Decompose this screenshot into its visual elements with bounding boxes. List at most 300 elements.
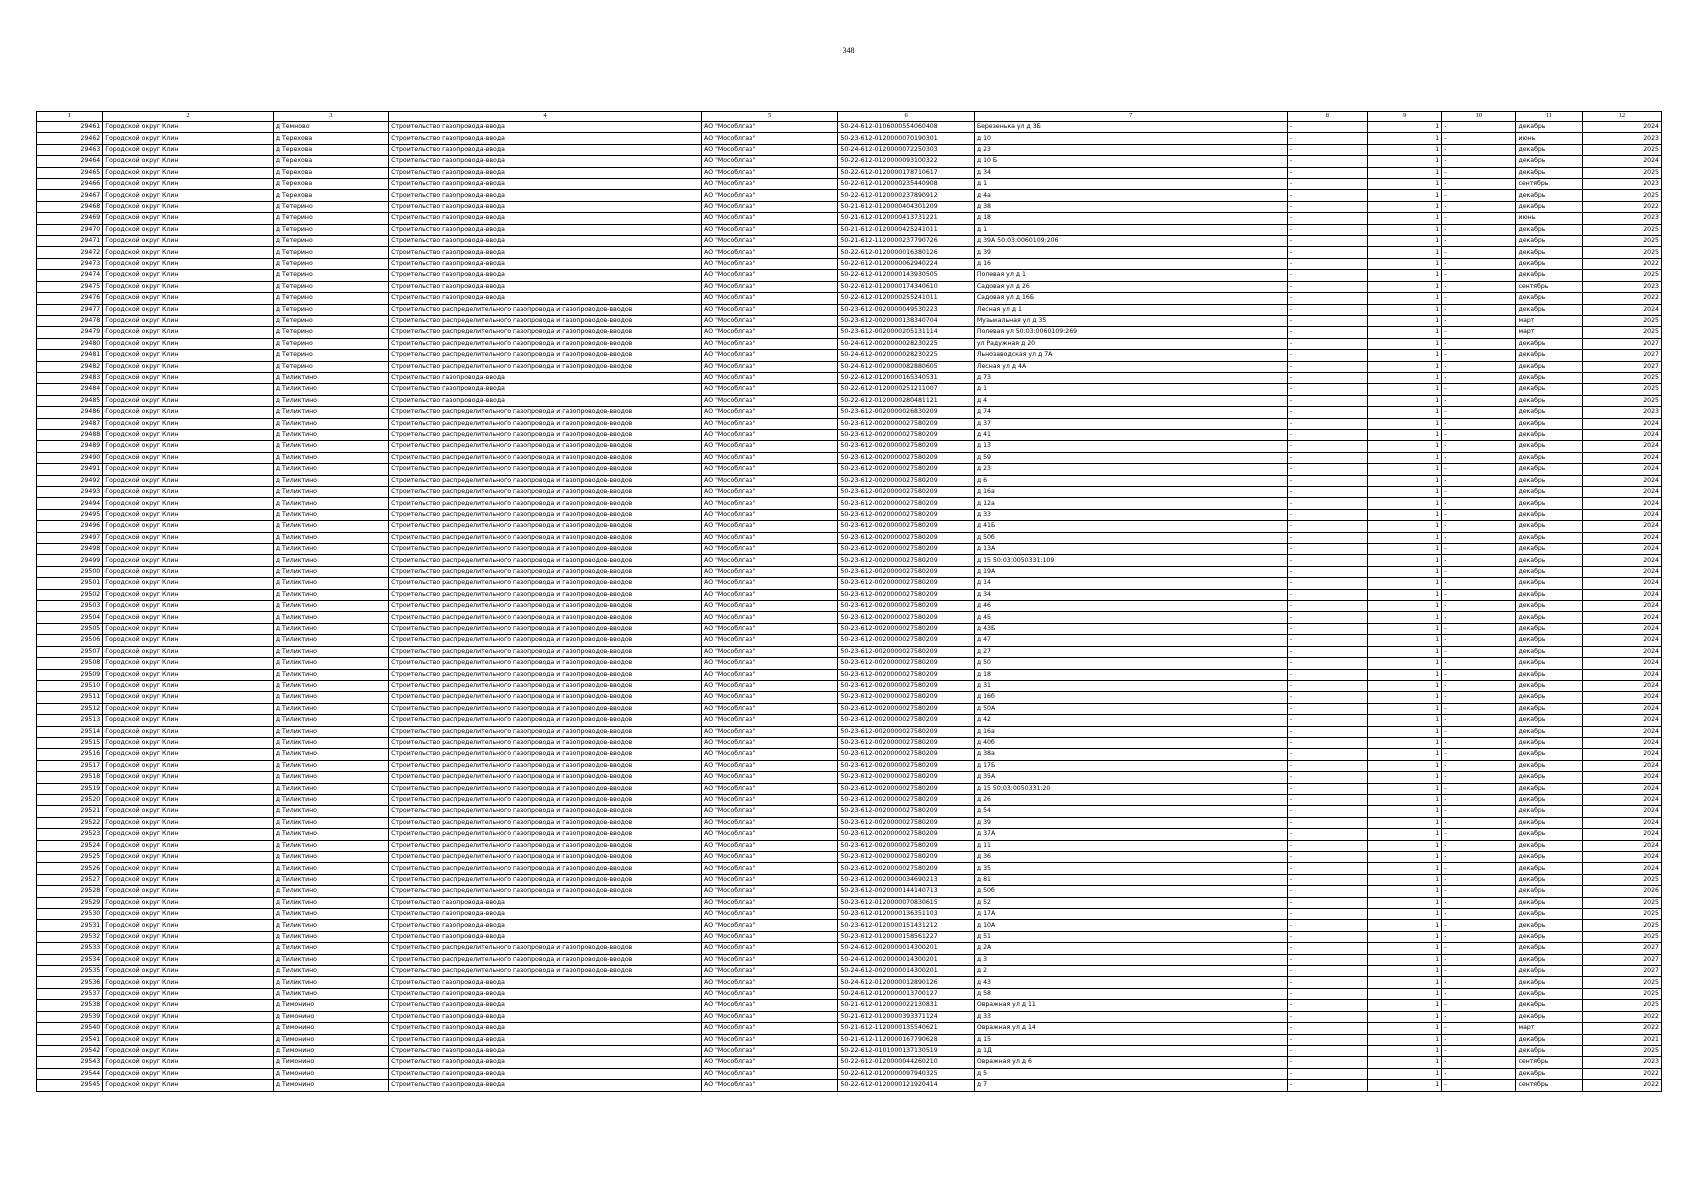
address-cell: д 41 <box>974 429 1287 440</box>
column-header: 5 <box>702 112 838 122</box>
col-10-cell: - <box>1442 247 1516 258</box>
municipality-cell: Городской округ Клин <box>103 315 274 326</box>
application-id-cell: 50-23-612-0020000027580209 <box>838 498 974 509</box>
count-cell: 1 <box>1368 829 1442 840</box>
settlement-cell: д Тетерино <box>273 304 388 315</box>
organization-cell: АО "Мособлгаз" <box>702 646 838 657</box>
col-10-cell: - <box>1442 806 1516 817</box>
organization-cell: АО "Мособлгаз" <box>702 578 838 589</box>
count-cell: 1 <box>1368 669 1442 680</box>
count-cell: 1 <box>1368 909 1442 920</box>
table-row <box>37 258 1662 269</box>
col-8-cell: - <box>1287 122 1367 133</box>
year-cell: 2024 <box>1582 806 1661 817</box>
work-type-cell: Строительство газопровода-ввода <box>389 1068 702 1079</box>
table-row <box>37 806 1662 817</box>
address-cell: д 16а <box>974 726 1287 737</box>
year-cell: 2024 <box>1582 829 1661 840</box>
row-number-cell: 29508 <box>37 658 103 669</box>
application-id-cell: 50-23-612-0020000027580209 <box>838 703 974 714</box>
month-cell: декабрь <box>1516 384 1582 395</box>
year-cell: 2023 <box>1582 179 1661 190</box>
row-number-cell: 29514 <box>37 726 103 737</box>
count-cell: 1 <box>1368 1068 1442 1079</box>
year-cell: 2027 <box>1582 954 1661 965</box>
count-cell: 1 <box>1368 201 1442 212</box>
row-number-cell: 29534 <box>37 954 103 965</box>
organization-cell: АО "Мособлгаз" <box>702 920 838 931</box>
col-8-cell: - <box>1287 167 1367 178</box>
col-8-cell: - <box>1287 190 1367 201</box>
address-cell: д 52 <box>974 897 1287 908</box>
address-cell: д 50б <box>974 532 1287 543</box>
year-cell: 2024 <box>1582 452 1661 463</box>
organization-cell: АО "Мособлгаз" <box>702 555 838 566</box>
work-type-cell: Строительство газопровода-ввода <box>389 384 702 395</box>
count-cell: 1 <box>1368 612 1442 623</box>
month-cell: декабрь <box>1516 407 1582 418</box>
table-row <box>37 487 1662 498</box>
count-cell: 1 <box>1368 772 1442 783</box>
count-cell: 1 <box>1368 327 1442 338</box>
row-number-cell: 29504 <box>37 612 103 623</box>
organization-cell: АО "Мособлгаз" <box>702 213 838 224</box>
month-cell: декабрь <box>1516 749 1582 760</box>
col-10-cell: - <box>1442 760 1516 771</box>
organization-cell: АО "Мособлгаз" <box>702 270 838 281</box>
organization-cell: АО "Мособлгаз" <box>702 703 838 714</box>
count-cell: 1 <box>1368 966 1442 977</box>
column-header: 10 <box>1442 112 1516 122</box>
application-id-cell: 50-23-612-0020000027580209 <box>838 806 974 817</box>
work-type-cell: Строительство газопровода-ввода <box>389 156 702 167</box>
count-cell: 1 <box>1368 190 1442 201</box>
col-8-cell: - <box>1287 327 1367 338</box>
count-cell: 1 <box>1368 954 1442 965</box>
col-8-cell: - <box>1287 669 1367 680</box>
address-cell: д 39 <box>974 247 1287 258</box>
month-cell: декабрь <box>1516 692 1582 703</box>
year-cell: 2024 <box>1582 623 1661 634</box>
work-type-cell: Строительство газопровода-ввода <box>389 167 702 178</box>
municipality-cell: Городской округ Клин <box>103 475 274 486</box>
count-cell: 1 <box>1368 1023 1442 1034</box>
col-8-cell: - <box>1287 395 1367 406</box>
count-cell: 1 <box>1368 1000 1442 1011</box>
year-cell: 2024 <box>1582 703 1661 714</box>
col-8-cell: - <box>1287 315 1367 326</box>
col-10-cell: - <box>1442 783 1516 794</box>
table-row <box>37 532 1662 543</box>
count-cell: 1 <box>1368 840 1442 851</box>
organization-cell: АО "Мособлгаз" <box>702 532 838 543</box>
year-cell: 2023 <box>1582 133 1661 144</box>
work-type-cell: Строительство распределительного газопровода и газопроводов-вводов <box>389 829 702 840</box>
address-cell: д 23 <box>974 144 1287 155</box>
col-8-cell: - <box>1287 920 1367 931</box>
col-8-cell: - <box>1287 760 1367 771</box>
application-id-cell: 50-21-612-1120000167790628 <box>838 1034 974 1045</box>
year-cell: 2022 <box>1582 1068 1661 1079</box>
municipality-cell: Городской округ Клин <box>103 646 274 657</box>
year-cell: 2024 <box>1582 464 1661 475</box>
settlement-cell: д Тиликтино <box>273 988 388 999</box>
organization-cell: АО "Мособлгаз" <box>702 247 838 258</box>
month-cell: декабрь <box>1516 429 1582 440</box>
settlement-cell: д Тиликтино <box>273 943 388 954</box>
work-type-cell: Строительство распределительного газопровода и газопроводов-вводов <box>389 498 702 509</box>
year-cell: 2024 <box>1582 749 1661 760</box>
organization-cell: АО "Мособлгаз" <box>702 1080 838 1091</box>
application-id-cell: 50-23-612-0020000027580209 <box>838 669 974 680</box>
year-cell: 2025 <box>1582 920 1661 931</box>
settlement-cell: д Тетерино <box>273 258 388 269</box>
row-number-cell: 29498 <box>37 544 103 555</box>
work-type-cell: Строительство газопровода-ввода <box>389 122 702 133</box>
row-number-cell: 29527 <box>37 874 103 885</box>
settlement-cell: д Тимонино <box>273 1080 388 1091</box>
month-cell: сентябрь <box>1516 281 1582 292</box>
settlement-cell: д Тиликтино <box>273 920 388 931</box>
row-number-cell: 29469 <box>37 213 103 224</box>
table-row <box>37 350 1662 361</box>
organization-cell: АО "Мособлгаз" <box>702 441 838 452</box>
work-type-cell: Строительство распределительного газопровода и газопроводов-вводов <box>389 954 702 965</box>
settlement-cell: д Тетерино <box>273 350 388 361</box>
year-cell: 2023 <box>1582 407 1661 418</box>
address-cell: д 4 <box>974 395 1287 406</box>
col-8-cell: - <box>1287 304 1367 315</box>
year-cell: 2024 <box>1582 852 1661 863</box>
organization-cell: АО "Мособлгаз" <box>702 874 838 885</box>
count-cell: 1 <box>1368 760 1442 771</box>
row-number-cell: 29536 <box>37 977 103 988</box>
year-cell: 2024 <box>1582 817 1661 828</box>
application-id-cell: 50-23-612-0020000027580209 <box>838 441 974 452</box>
month-cell: декабрь <box>1516 909 1582 920</box>
row-number-cell: 29487 <box>37 418 103 429</box>
month-cell: декабрь <box>1516 840 1582 851</box>
table-row <box>37 1000 1662 1011</box>
address-cell: д 34 <box>974 167 1287 178</box>
col-10-cell: - <box>1442 954 1516 965</box>
table-row <box>37 304 1662 315</box>
month-cell: декабрь <box>1516 247 1582 258</box>
col-8-cell: - <box>1287 1080 1367 1091</box>
column-number-row <box>37 112 1662 122</box>
settlement-cell: д Тиликтино <box>273 954 388 965</box>
col-10-cell: - <box>1442 635 1516 646</box>
month-cell: декабрь <box>1516 418 1582 429</box>
table-row <box>37 988 1662 999</box>
municipality-cell: Городской округ Клин <box>103 589 274 600</box>
table-row <box>37 931 1662 942</box>
table-row <box>37 966 1662 977</box>
row-number-cell: 29531 <box>37 920 103 931</box>
municipality-cell: Городской округ Клин <box>103 293 274 304</box>
year-cell: 2025 <box>1582 874 1661 885</box>
application-id-cell: 50-23-612-0020000027580209 <box>838 532 974 543</box>
municipality-cell: Городской округ Клин <box>103 749 274 760</box>
col-8-cell: - <box>1287 977 1367 988</box>
address-cell: д 1Д <box>974 1045 1287 1056</box>
application-id-cell: 50-23-612-0020000027580209 <box>838 680 974 691</box>
settlement-cell: д Тиликтино <box>273 487 388 498</box>
address-cell: д 10 Б <box>974 156 1287 167</box>
year-cell: 2024 <box>1582 760 1661 771</box>
settlement-cell: д Тиликтино <box>273 441 388 452</box>
month-cell: декабрь <box>1516 236 1582 247</box>
col-10-cell: - <box>1442 1034 1516 1045</box>
municipality-cell: Городской округ Клин <box>103 909 274 920</box>
organization-cell: АО "Мособлгаз" <box>702 977 838 988</box>
table-row <box>37 122 1662 133</box>
work-type-cell: Строительство распределительного газопровода и газопроводов-вводов <box>389 635 702 646</box>
row-number-cell: 29492 <box>37 475 103 486</box>
organization-cell: АО "Мособлгаз" <box>702 407 838 418</box>
col-8-cell: - <box>1287 863 1367 874</box>
application-id-cell: 50-23-612-0020000027580209 <box>838 475 974 486</box>
settlement-cell: д Тетерино <box>273 315 388 326</box>
year-cell: 2024 <box>1582 304 1661 315</box>
count-cell: 1 <box>1368 555 1442 566</box>
col-10-cell: - <box>1442 988 1516 999</box>
work-type-cell: Строительство распределительного газопровода и газопроводов-вводов <box>389 886 702 897</box>
settlement-cell: д Тиликтино <box>273 498 388 509</box>
settlement-cell: д Тиликтино <box>273 715 388 726</box>
table-row <box>37 395 1662 406</box>
col-8-cell: - <box>1287 1000 1367 1011</box>
row-number-cell: 29476 <box>37 293 103 304</box>
organization-cell: АО "Мособлгаз" <box>702 464 838 475</box>
settlement-cell: д Тиликтино <box>273 692 388 703</box>
municipality-cell: Городской округ Клин <box>103 338 274 349</box>
col-10-cell: - <box>1442 487 1516 498</box>
col-10-cell: - <box>1442 1000 1516 1011</box>
month-cell: декабрь <box>1516 601 1582 612</box>
col-10-cell: - <box>1442 521 1516 532</box>
work-type-cell: Строительство распределительного газопровода и газопроводов-вводов <box>389 806 702 817</box>
settlement-cell: д Тимонино <box>273 1045 388 1056</box>
address-cell: д 50б <box>974 886 1287 897</box>
col-8-cell: - <box>1287 201 1367 212</box>
organization-cell: АО "Мособлгаз" <box>702 487 838 498</box>
work-type-cell: Строительство распределительного газопровода и газопроводов-вводов <box>389 350 702 361</box>
settlement-cell: д Тетерино <box>273 327 388 338</box>
application-id-cell: 50-23-612-0120000151431212 <box>838 920 974 931</box>
row-number-cell: 29484 <box>37 384 103 395</box>
table-row <box>37 441 1662 452</box>
year-cell: 2027 <box>1582 966 1661 977</box>
year-cell: 2024 <box>1582 635 1661 646</box>
settlement-cell: д Тиликтино <box>273 669 388 680</box>
month-cell: июнь <box>1516 133 1582 144</box>
month-cell: декабрь <box>1516 498 1582 509</box>
application-id-cell: 50-22-612-0120000174340610 <box>838 281 974 292</box>
work-type-cell: Строительство распределительного газопровода и газопроводов-вводов <box>389 429 702 440</box>
table-row <box>37 1057 1662 1068</box>
count-cell: 1 <box>1368 452 1442 463</box>
organization-cell: АО "Мособлгаз" <box>702 897 838 908</box>
row-number-cell: 29517 <box>37 760 103 771</box>
col-10-cell: - <box>1442 281 1516 292</box>
municipality-cell: Городской округ Клин <box>103 658 274 669</box>
year-cell: 2022 <box>1582 1023 1661 1034</box>
organization-cell: АО "Мособлгаз" <box>702 760 838 771</box>
address-cell: д 1 <box>974 384 1287 395</box>
year-cell: 2024 <box>1582 863 1661 874</box>
col-8-cell: - <box>1287 817 1367 828</box>
settlement-cell: д Тиликтино <box>273 555 388 566</box>
year-cell: 2024 <box>1582 122 1661 133</box>
application-id-cell: 50-23-612-0020000144140713 <box>838 886 974 897</box>
settlement-cell: д Тиликтино <box>273 429 388 440</box>
month-cell: декабрь <box>1516 954 1582 965</box>
work-type-cell: Строительство газопровода-ввода <box>389 897 702 908</box>
year-cell: 2025 <box>1582 395 1661 406</box>
settlement-cell: д Тетерино <box>273 293 388 304</box>
col-10-cell: - <box>1442 475 1516 486</box>
col-10-cell: - <box>1442 646 1516 657</box>
table-body <box>37 122 1662 1092</box>
address-cell: Лесная ул д 4А <box>974 361 1287 372</box>
municipality-cell: Городской округ Клин <box>103 977 274 988</box>
table-row <box>37 886 1662 897</box>
application-id-cell: 50-23-612-0020000138340704 <box>838 315 974 326</box>
work-type-cell: Строительство распределительного газопровода и газопроводов-вводов <box>389 863 702 874</box>
count-cell: 1 <box>1368 315 1442 326</box>
organization-cell: АО "Мособлгаз" <box>702 931 838 942</box>
address-cell: д 36 <box>974 852 1287 863</box>
application-id-cell: 50-21-612-1120000237790726 <box>838 236 974 247</box>
month-cell: декабрь <box>1516 395 1582 406</box>
work-type-cell: Строительство распределительного газопровода и газопроводов-вводов <box>389 737 702 748</box>
count-cell: 1 <box>1368 1034 1442 1045</box>
col-10-cell: - <box>1442 623 1516 634</box>
col-8-cell: - <box>1287 441 1367 452</box>
organization-cell: АО "Мособлгаз" <box>702 863 838 874</box>
municipality-cell: Городской округ Клин <box>103 156 274 167</box>
col-8-cell: - <box>1287 1034 1367 1045</box>
row-number-cell: 29485 <box>37 395 103 406</box>
settlement-cell: д Тиликтино <box>273 680 388 691</box>
table-row <box>37 840 1662 851</box>
column-header: 6 <box>838 112 974 122</box>
count-cell: 1 <box>1368 783 1442 794</box>
settlement-cell: д Тетерино <box>273 281 388 292</box>
count-cell: 1 <box>1368 874 1442 885</box>
organization-cell: АО "Мособлгаз" <box>702 372 838 383</box>
month-cell: декабрь <box>1516 156 1582 167</box>
month-cell: декабрь <box>1516 635 1582 646</box>
table-row <box>37 429 1662 440</box>
organization-cell: АО "Мособлгаз" <box>702 852 838 863</box>
settlement-cell: д Тетерино <box>273 270 388 281</box>
work-type-cell: Строительство газопровода-ввода <box>389 247 702 258</box>
table-row <box>37 270 1662 281</box>
year-cell: 2024 <box>1582 578 1661 589</box>
application-id-cell: 50-23-612-0020000027580209 <box>838 817 974 828</box>
organization-cell: АО "Мособлгаз" <box>702 1023 838 1034</box>
year-cell: 2025 <box>1582 236 1661 247</box>
settlement-cell: д Тимонино <box>273 1068 388 1079</box>
settlement-cell: д Тиликтино <box>273 931 388 942</box>
page-number: 348 <box>842 46 855 55</box>
table-row <box>37 612 1662 623</box>
application-id-cell: 50-23-612-0020000027580209 <box>838 418 974 429</box>
address-cell: Полевая ул д 1 <box>974 270 1287 281</box>
application-id-cell: 50-22-612-0120000178710617 <box>838 167 974 178</box>
col-10-cell: - <box>1442 886 1516 897</box>
organization-cell: АО "Мособлгаз" <box>702 224 838 235</box>
address-cell: д 18 <box>974 213 1287 224</box>
settlement-cell: д Тиликтино <box>273 532 388 543</box>
col-10-cell: - <box>1442 1057 1516 1068</box>
col-8-cell: - <box>1287 578 1367 589</box>
municipality-cell: Городской округ Клин <box>103 737 274 748</box>
year-cell: 2027 <box>1582 338 1661 349</box>
col-8-cell: - <box>1287 1011 1367 1022</box>
work-type-cell: Строительство газопровода-ввода <box>389 1080 702 1091</box>
municipality-cell: Городской округ Клин <box>103 680 274 691</box>
count-cell: 1 <box>1368 384 1442 395</box>
row-number-cell: 29510 <box>37 680 103 691</box>
organization-cell: АО "Мособлгаз" <box>702 293 838 304</box>
col-8-cell: - <box>1287 726 1367 737</box>
application-id-cell: 50-23-612-0020000027580209 <box>838 852 974 863</box>
month-cell: декабрь <box>1516 167 1582 178</box>
col-10-cell: - <box>1442 236 1516 247</box>
table-row <box>37 179 1662 190</box>
application-id-cell: 50-23-612-0020000027580209 <box>838 566 974 577</box>
table-row <box>37 703 1662 714</box>
municipality-cell: Городской округ Клин <box>103 612 274 623</box>
application-id-cell: 50-23-612-0120000070190301 <box>838 133 974 144</box>
table-row <box>37 327 1662 338</box>
work-type-cell: Строительство распределительного газопровода и газопроводов-вводов <box>389 612 702 623</box>
settlement-cell: д Тиликтино <box>273 384 388 395</box>
table-row <box>37 680 1662 691</box>
col-10-cell: - <box>1442 144 1516 155</box>
application-id-cell: 50-23-612-0020000027580209 <box>838 521 974 532</box>
application-id-cell: 50-23-612-0020000027580209 <box>838 715 974 726</box>
col-10-cell: - <box>1442 179 1516 190</box>
application-id-cell: 50-23-612-0020000027580209 <box>838 544 974 555</box>
table-row <box>37 315 1662 326</box>
municipality-cell: Городской округ Клин <box>103 920 274 931</box>
municipality-cell: Городской округ Клин <box>103 726 274 737</box>
year-cell: 2025 <box>1582 190 1661 201</box>
organization-cell: АО "Мособлгаз" <box>702 749 838 760</box>
application-id-cell: 50-23-612-0020000027580209 <box>838 635 974 646</box>
address-cell: Овражная ул д 14 <box>974 1023 1287 1034</box>
application-id-cell: 50-22-612-0101000137130519 <box>838 1045 974 1056</box>
table-row <box>37 920 1662 931</box>
row-number-cell: 29477 <box>37 304 103 315</box>
year-cell: 2021 <box>1582 1034 1661 1045</box>
address-cell: д 1 <box>974 224 1287 235</box>
col-10-cell: - <box>1442 874 1516 885</box>
month-cell: декабрь <box>1516 201 1582 212</box>
application-id-cell: 50-23-612-0020000027580209 <box>838 509 974 520</box>
application-id-cell: 50-24-612-0020000082880605 <box>838 361 974 372</box>
col-8-cell: - <box>1287 954 1367 965</box>
col-10-cell: - <box>1442 213 1516 224</box>
organization-cell: АО "Мособлгаз" <box>702 806 838 817</box>
year-cell: 2024 <box>1582 772 1661 783</box>
table-row <box>37 452 1662 463</box>
col-10-cell: - <box>1442 863 1516 874</box>
